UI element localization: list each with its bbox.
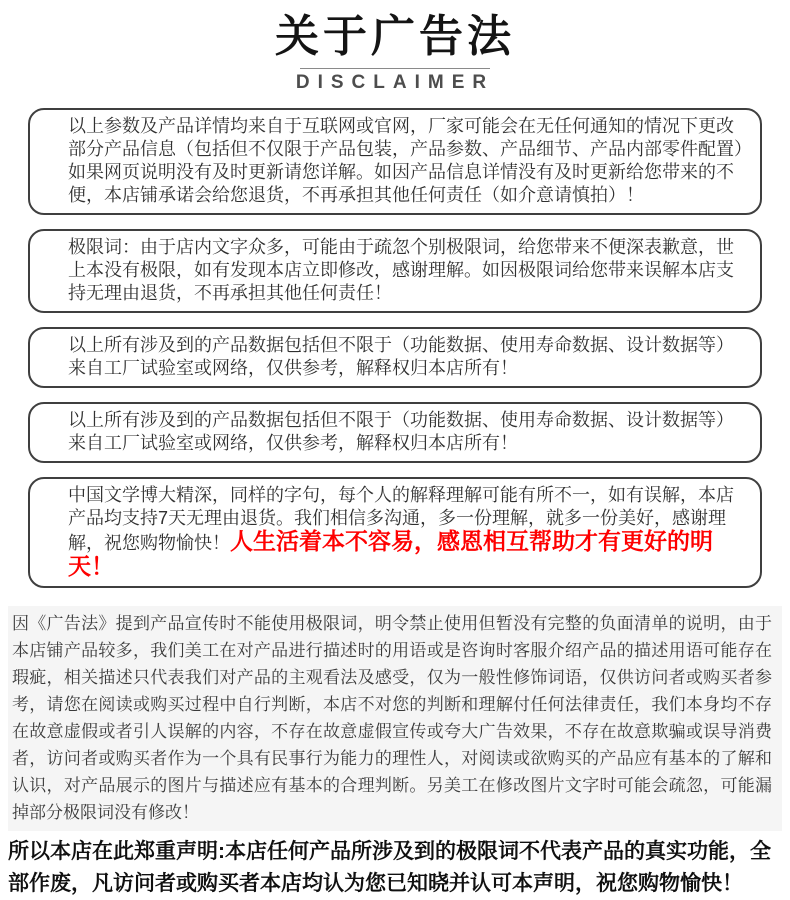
legal-note xyxy=(8,606,782,831)
interpretation-red-slogan: 人生活着本不容易，感恩相互帮助才有更好的明天！ xyxy=(68,528,713,580)
page-subtitle: DISCLAIMER xyxy=(295,71,495,93)
disclaimer-box-product-data-1-text: 以上所有涉及到的产品数据包括但不限于（功能数据、使用寿命数据、设计数据等）来自工厂试验室或网络，仅供参考，解释权归本店所有！ xyxy=(68,335,734,379)
disclaimer-box-product-info xyxy=(28,108,762,215)
disclaimer-box-product-data-2 xyxy=(28,402,762,463)
page-title: 关于广告法 xyxy=(275,12,515,61)
page-header xyxy=(0,0,790,94)
disclaimer-box-product-data-1 xyxy=(28,327,762,388)
disclaimer-box-extreme-words-text: 极限词：由于店内文字众多，可能由于疏忽个别极限词，给您带来不便深表歉意，世上本没有极限，如有发现本店立即修改，感谢理解。如因极限词给您带来误解本店支持无理由退货，不再承担其他任何责任！ xyxy=(68,237,734,304)
disclaimer-box-interpretation xyxy=(28,477,762,588)
disclaimer-box-extreme-words xyxy=(28,229,762,313)
disclaimer-box-product-data-2-text: 以上所有涉及到的产品数据包括但不限于（功能数据、使用寿命数据、设计数据等）来自工厂试验室或网络，仅供参考，解释权归本店所有！ xyxy=(68,410,734,454)
final-statement xyxy=(8,836,782,900)
title-divider xyxy=(300,68,490,69)
disclaimer-box-product-info-text: 以上参数及产品详情均来自于互联网或官网，厂家可能会在无任何通知的情况下更改部分产品信息（包括但不仅限于产品包装，产品参数、产品细节、产品内部零件配置）如果网页说明没有及时更新请您详解。如因产品信息详情没有及时更新给您带来的不便，本店铺承诺会给您退货，不再承担其他任何责任（如介意请慎拍）！ xyxy=(68,116,743,206)
legal-note-text: 因《广告法》提到产品宣传时不能使用极限词，明令禁止使用但暂没有完整的负面清单的说明，由于本店铺产品较多，我们美工在对产品进行描述时的用语或是咨询时客服介绍产品的描述用语可能存在瑕疵，相关描述只代表我们对产品的主观看法及感受，仅为一般性修饰词语，仅供访问者或购买者参考，请您在阅读或购买过程中自行判断，本店不对您的判断和理解付任何法律责任，我们本身均不存在故意虚假或者引人误解的内容，不存在故意虚假宣传或夸大广告效果，不存在故意欺骗或误导消费者，访问者或购买者作为一个具有民事行为能力的理性人，对阅读或欲购买的产品应有基本的了解和认识，对产品展示的图片与描述应有基本的合理判断。另美工在修改图片文字时可能会疏忽，可能漏掉部分极限词没有修改！ xyxy=(12,614,772,823)
final-statement-text: 所以本店在此郑重声明:本店任何产品所涉及到的极限词不代表产品的真实功能，全部作废，凡访问者或购买者本店均认为您已知晓并认可本声明，祝您购物愉快！ xyxy=(8,840,771,896)
disclaimer-box-interpretation-text xyxy=(68,485,734,578)
interpretation-black-text: 中国文学博大精深，同样的字句，每个人的解释理解可能有所不一，如有误解，本店产品均支持7天无理由退货。我们相信多沟通，多一份理解，就多一份美好，感谢理解，祝您购物愉快！ xyxy=(68,485,734,554)
